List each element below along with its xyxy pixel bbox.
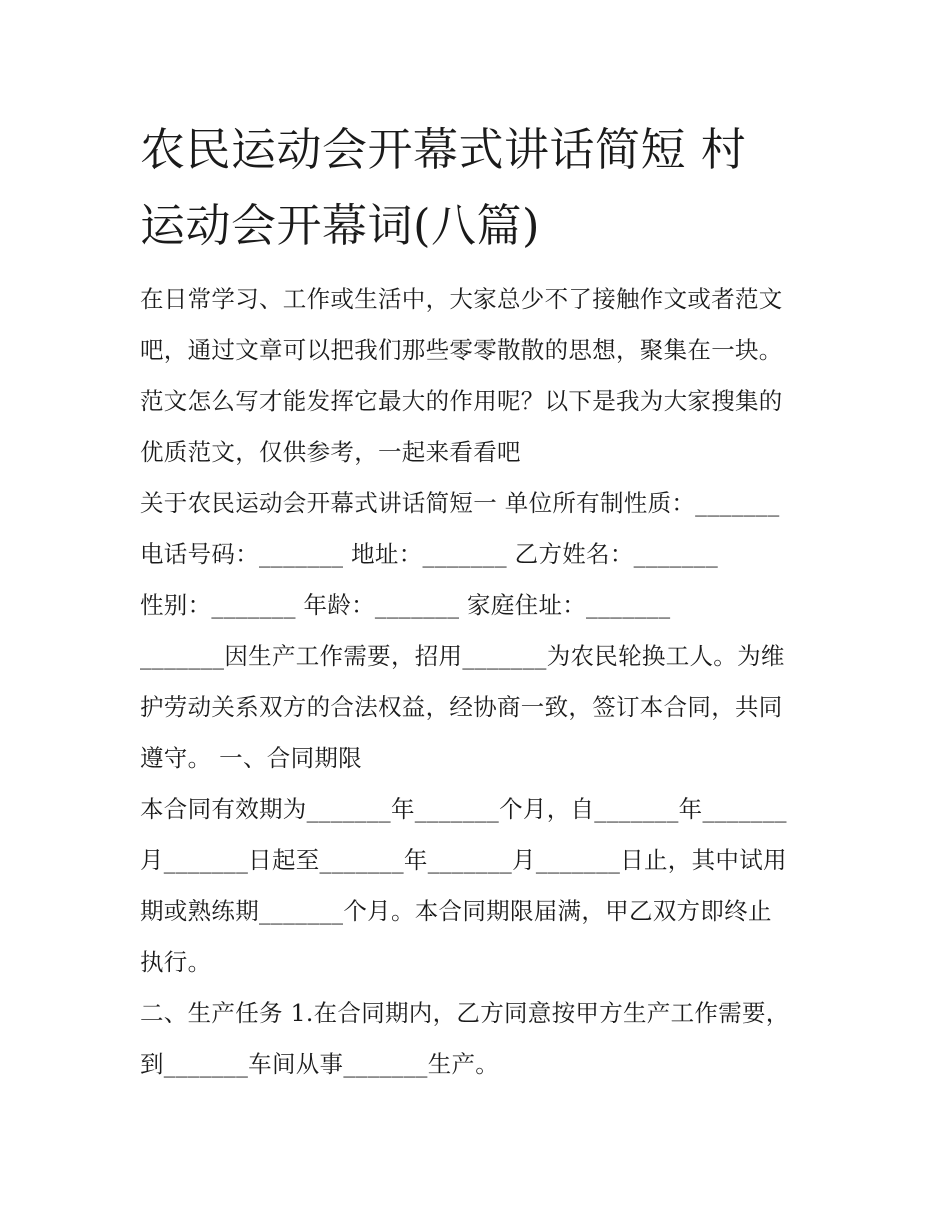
body-line: 优质范文，仅供参考，一起来看看吧 xyxy=(140,438,521,466)
body-line: 执行。 xyxy=(140,948,212,976)
body-line: 遵守。 一、合同期限 xyxy=(140,744,362,772)
body-line: 本合同有效期为_______年_______个月，自_______年_______ xyxy=(140,795,787,823)
body-line: 期或熟练期_______个月。本合同期限届满，甲乙双方即终止 xyxy=(140,897,772,925)
body-line: 吧，通过文章可以把我们那些零零散散的思想，聚集在一块。 xyxy=(140,336,783,364)
title-line: 农民运动会开幕式讲话简短 村 xyxy=(140,123,747,176)
body-line: 二、生产任务 1.在合同期内，乙方同意按甲方生产工作需要， xyxy=(140,999,790,1027)
body-line: 关于农民运动会开幕式讲话简短一 单位所有制性质：_______ xyxy=(140,489,780,517)
document-body xyxy=(140,274,830,1090)
body-line: 电话号码：_______ 地址：_______ 乙方姓名：_______ xyxy=(140,540,718,568)
body-line: 范文怎么写才能发挥它最大的作用呢？以下是我为大家搜集的 xyxy=(140,387,783,415)
body-line: 在日常学习、工作或生活中，大家总少不了接触作文或者范文 xyxy=(140,285,783,313)
body-line: 月_______日起至_______年_______月_______日止，其中试用 xyxy=(140,846,787,874)
body-line: 到_______车间从事_______生产。 xyxy=(140,1050,500,1078)
document-title xyxy=(140,112,830,264)
body-line: _______因生产工作需要，招用_______为农民轮换工人。为维 xyxy=(140,642,785,670)
title-line: 运动会开幕词(八篇) xyxy=(140,199,541,252)
body-line: 性别：_______ 年龄：_______ 家庭住址：_______ xyxy=(140,591,671,619)
body-line: 护劳动关系双方的合法权益，经协商一致，签订本合同，共同 xyxy=(140,693,783,721)
